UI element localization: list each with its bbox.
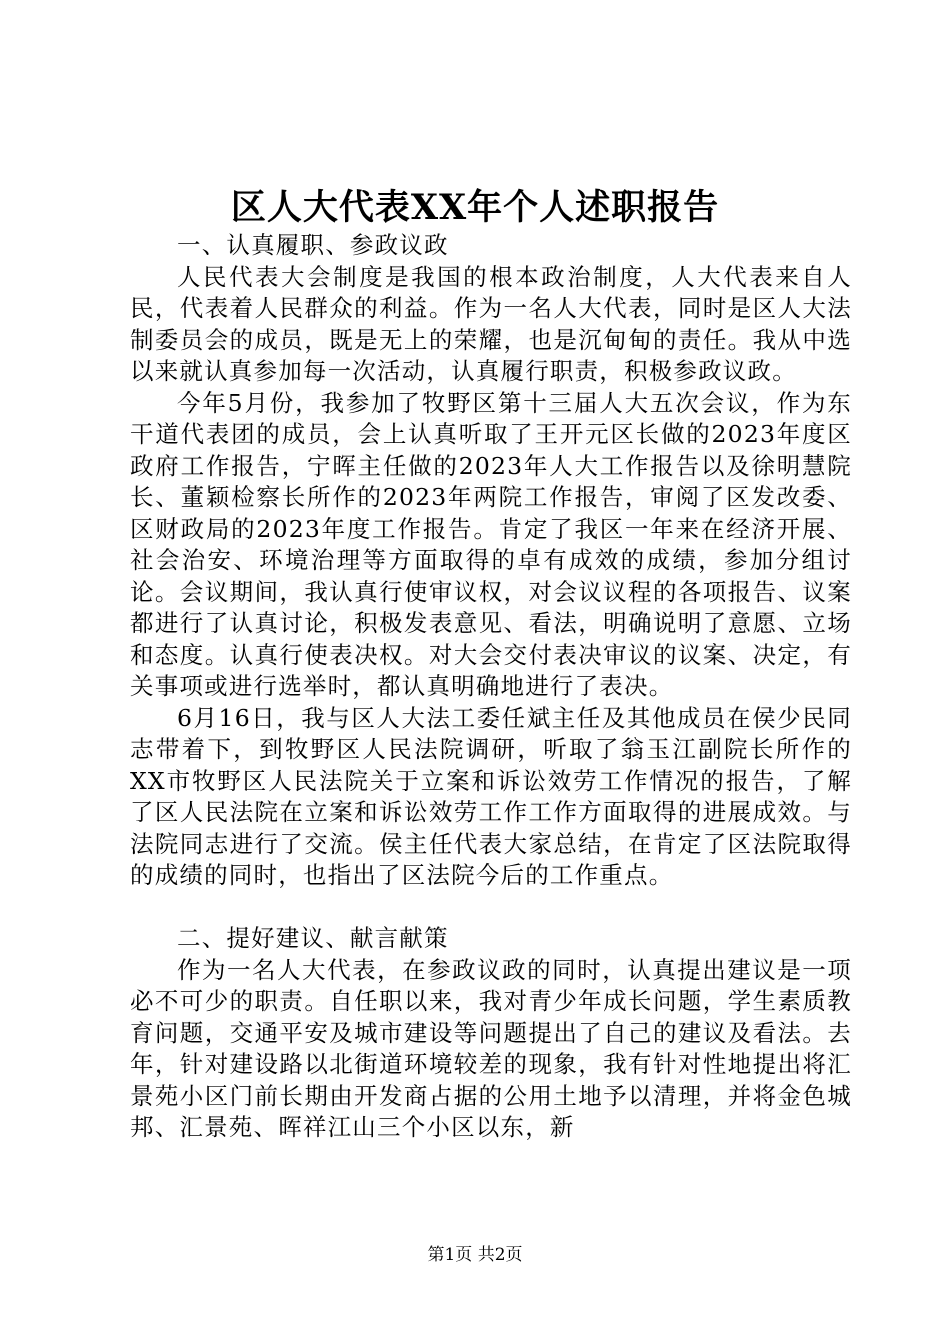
- page-footer: 第1页 共2页: [427, 1245, 523, 1265]
- paragraph-spacer: [130, 892, 852, 924]
- document-body: [130, 230, 852, 1144]
- section-1-paragraph-2: 今年5月份，我参加了牧野区第十三届人大五次会议，作为东干道代表团的成员，会上认真听取了王开元区长做的2023年度区政府工作报告，宁晖主任做的2023年人大工作报告以及徐明慧院长、董颖检察长所作的2023年两院工作报告，审阅了区发改委、区财政局的2023年度工作报告。肯定了我区一年来在经济开展、社会治安、环境治理等方面取得的卓有成效的成绩，参加分组讨论。会议期间，我认真行使审议权，对会议议程的各项报告、议案都进行了认真讨论，积极发表意见、看法，明确说明了意愿、立场和态度。认真行使表决权。对大会交付表决审议的议案、决定，有关事项或进行选举时，都认真明确地进行了表决。: [130, 388, 852, 700]
- section-1-paragraph-1: 人民代表大会制度是我国的根本政治制度，人大代表来自人民，代表着人民群众的利益。作为一名人大代表，同时是区人大法制委员会的成员，既是无上的荣耀，也是沉甸甸的责任。我从中选以来就认真参加每一次活动，认真履行职责，积极参政议政。: [130, 262, 852, 385]
- document-title: 区人大代表XX年个人述职报告: [230, 187, 720, 228]
- section-1-paragraph-3: 6月16日，我与区人大法工委任斌主任及其他成员在侯少民同志带着下，到牧野区人民法院调研，听取了翁玉江副院长所作的XX市牧野区人民法院关于立案和诉讼效劳工作情况的报告，了解了区人民法院在立案和诉讼效劳工作工作方面取得的进展成效。与法院同志进行了交流。侯主任代表大家总结，在肯定了区法院取得的成绩的同时，也指出了区法院今后的工作重点。: [130, 703, 852, 889]
- section-2-paragraph-1: 作为一名人大代表，在参政议政的同时，认真提出建议是一项必不可少的职责。自任职以来，我对青少年成长问题，学生素质教育问题，交通平安及城市建设等问题提出了自己的建议及看法。去年，针对建设路以北街道环境较差的现象，我有针对性地提出将汇景苑小区门前长期由开发商占据的公用土地予以清理，并将金色城邦、汇景苑、晖祥江山三个小区以东，新: [130, 955, 852, 1141]
- section-1-heading: 一、认真履职、参政议政: [177, 231, 449, 259]
- section-2-heading: 二、提好建议、献言献策: [177, 924, 449, 952]
